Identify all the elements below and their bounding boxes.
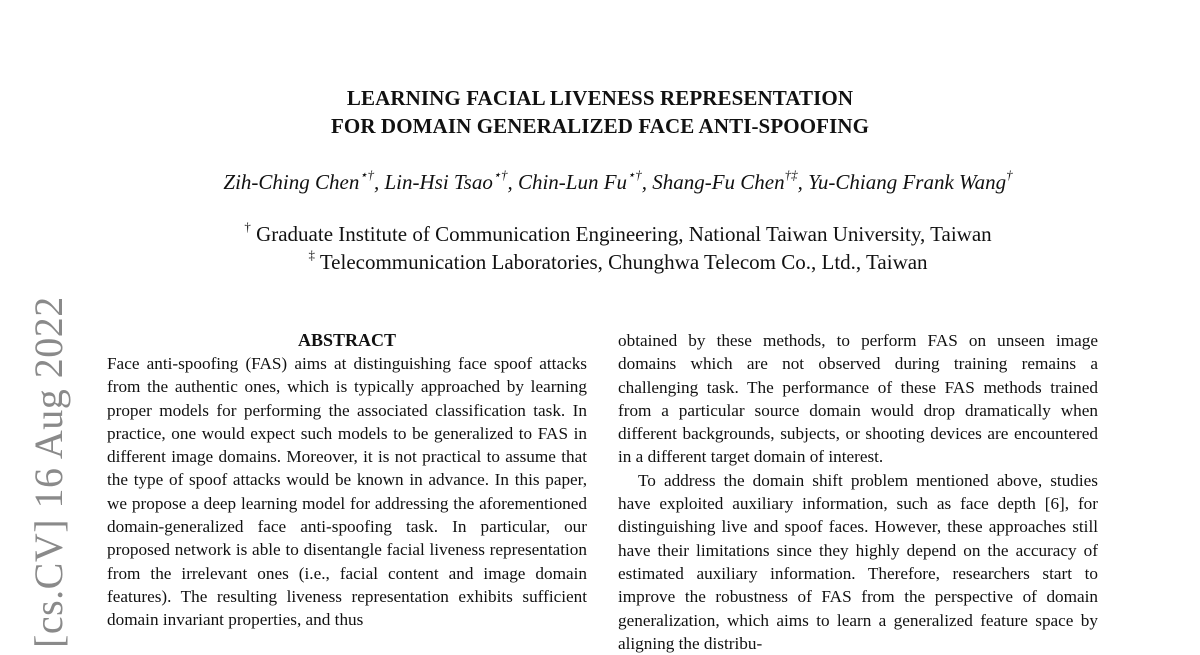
title-line-2: FOR DOMAIN GENERALIZED FACE ANTI-SPOOFING	[330, 114, 870, 138]
author-list: Zih-Ching Chen⋆†, Lin-Hsi Tsao⋆†, Chin-Lun Fu⋆†, Shang-Fu Chen†‡, Yu-Chiang Frank Wang†	[223, 167, 1013, 194]
author: Zih-Ching Chen⋆†	[223, 167, 374, 194]
author: Shang-Fu Chen†‡	[652, 167, 798, 194]
left-column	[107, 328, 587, 632]
title-line-1: LEARNING FACIAL LIVENESS REPRESENTATION	[346, 86, 854, 110]
abstract-text: Face anti-spoofing (FAS) aims at distinguishing face spoof attacks from the authentic ones, which is typically approached by learning proper models for performing the associated classification task. In practice, one would expect such models to be generalized to FAS in different image domains. Moreover, it is not practical to assume that the type of spoof attacks would be known in advance. In this paper, we propose a deep learning model for addressing the aforementioned domain-generalized face anti-spoofing task. In particular, our proposed network is able to disentangle facial liveness representation from the irrelevant ones (i.e., facial content and image domain features). The resulting liveness representation exhibits sufficient domain invariant properties, and thus	[107, 354, 587, 630]
intro-paragraph: To address the domain shift problem mentioned above, studies have exploited auxiliary information, such as face depth [6], for distinguishing live and spoof faces. However, these approaches still have their limitations since they highly depend on the accuracy of estimated auxiliary information. Therefore, researchers start to improve the robustness of FAS from the perspective of domain generalization, which aims to learn a generalized feature space by aligning the distribu-	[618, 470, 1098, 653]
affiliations	[0, 221, 1200, 276]
paper-title	[0, 84, 1200, 140]
affiliation: ‡ Telecommunication Laboratories, Chunghwa Telecom Co., Ltd., Taiwan	[308, 246, 928, 274]
right-column	[618, 329, 1098, 655]
author: Chin-Lun Fu⋆†	[517, 167, 642, 194]
author: Yu-Chiang Frank Wang†	[808, 167, 1013, 194]
abstract-heading: ABSTRACT	[297, 330, 397, 350]
arxiv-stamp: [cs.CV] 16 Aug 2022	[26, 296, 71, 648]
affiliation: † Graduate Institute of Communication Engineering, National Taiwan University, Taiwan	[244, 219, 992, 246]
author: Lin-Hsi Tsao⋆†	[384, 167, 508, 194]
intro-paragraph: obtained by these methods, to perform FAS on unseen image domains which are not observed during training remains a challenging task. The performance of these FAS methods trained from a particular source domain would drop dramatically when different backgrounds, subjects, or shooting devices are encountered in a different target domain of interest.	[618, 331, 1098, 467]
